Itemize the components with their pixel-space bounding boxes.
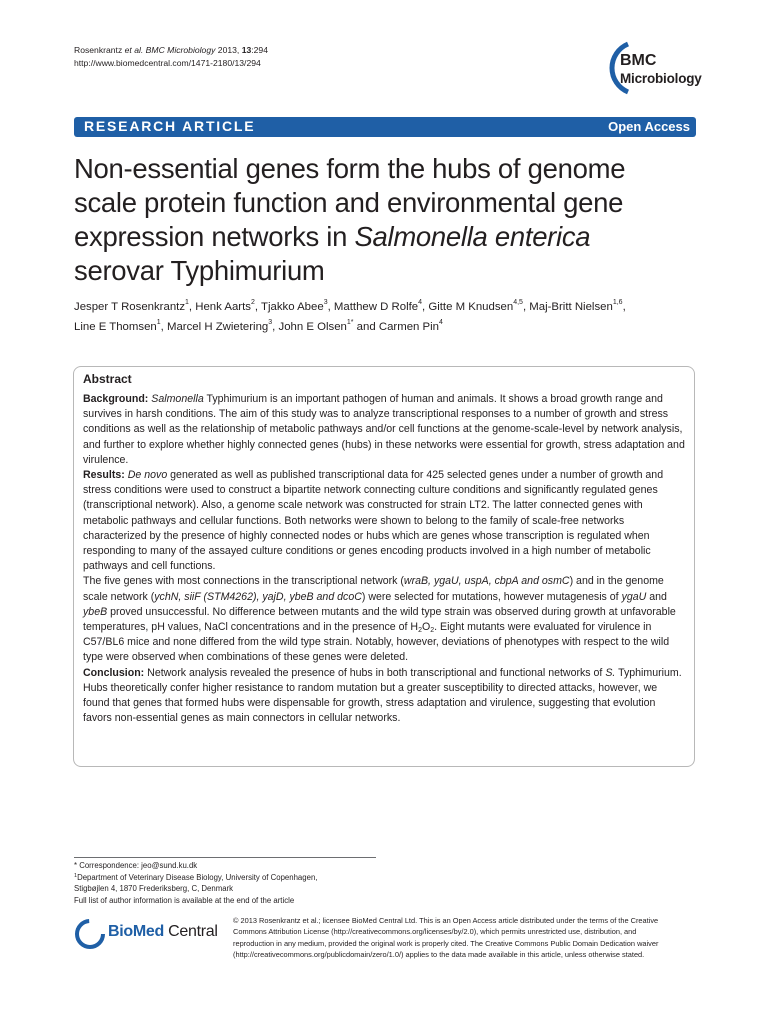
article-type-banner	[74, 117, 696, 137]
abstract-background: Background: Salmonella Typhimurium is an important pathogen of human and animals. It shows a broad growth range and survives in harsh conditions. The aim of this study was to analyze transcriptional responses to a number of growth and stress conditions as well as the relationship of metabolic pathways and/or cell functions at the genome-scale-level by network analysis, and further to explore whether highly connected genes (hubs) in these networks were essential for growth, stress adaptation and virulence.	[83, 393, 685, 466]
affiliation: $^1$Department of Veterinary Disease Biology, University of Copenhagen,	[74, 872, 318, 882]
citation-line: Rosenkrantz et al. BMC Microbiology 2013, 13:294	[74, 45, 268, 55]
logo-line2: Microbiology	[620, 71, 702, 86]
abstract-heading: Abstract	[83, 372, 132, 386]
address: Stigbøjlen 4, 1870 Frederiksberg, C, Denmark	[74, 884, 234, 894]
biomed-central-logo: BioMed Central	[74, 914, 234, 954]
biomed-central-circle-icon	[74, 918, 106, 950]
bmc-microbiology-logo	[598, 38, 708, 98]
article-title: Non-essential genes form the hubs of genome scale protein function and environmental gene expression networks in Salmonella enterica serovar Typhimurium	[74, 153, 626, 286]
abstract-conclusion: Conclusion: Network analysis revealed the presence of hubs in both transcriptional and functional networks of S. Typhimurium. Hubs theoretically confer higher resistance to random mutation but a greater susceptibility to directed attacks, however, we found that genes that formed hubs were dispensable for growth, stress adaptation and virulence, suggesting that evolution favors non-essential genes as main connectors in cellular networks.	[83, 666, 682, 725]
author-list: Jesper T Rosenkrantz$^1$, Henk Aarts$^2$, Tjakko Abee$^3$, Matthew D Rolfe$^4$, Gitte M Knudsen$^{4,5}$, Maj-Britt Nielsen$^{1,6}$, Line E Thomsen$^1$, Marcel H Zwietering$^3$, John E Olsen$^{1*}$ and Carmen Pin$^4$	[74, 299, 626, 333]
article-type: RESEARCH ARTICLE	[84, 118, 256, 134]
footnote-divider	[74, 857, 376, 858]
abstract-body	[83, 392, 686, 726]
abstract-results-mutants: The five genes with most connections in the transcriptional network (wraB, ygaU, uspA, cbpA and osmC) and in the genome scale network (ychN, siiF (STM4262), yajD, ybeB and dcoC) were selected for mutations, however mutagenesis of ygaU and ybeB proved unsuccessful. No difference between mutants and the wild type strain was observed during growth at unfavorable temperatures, pH values, NaCl concentrations and in the presence of $H_2O_2$. Eight mutants were evaluated for virulence in C57/BL6 mice and none differed from the wild type strain. Notably, however, deviations of phenotypes with respect to the wild type were observed when combinations of these genes were deleted.	[83, 575, 676, 664]
running-header	[74, 44, 268, 69]
abstract-results: Results: De novo generated as well as published transcriptional data for 425 selected genes under a number of growth and stress conditions were used to construct a bipartite network connecting culture conditions and significantly regulated genes (transcriptional network). Also, a genome scale network was constructed for strain LT2. The latter connected genes with metabolic pathways and cellular functions. Both networks were shown to belong to the family of scale-free networks characterized by the presence of highly connected nodes or hubs which are genes whose transcription is regulated when responding to many of the assayed culture conditions or genes encoding products involved in a high number of metabolic pathways and cell functions.	[83, 469, 664, 573]
logo-line1: BMC	[620, 52, 657, 69]
license-text: © 2013 Rosenkrantz et al.; licensee BioMed Central Ltd. This is an Open Access article distributed under the terms of the Creative Commons Attribution License (http://creativecommons.org/licenses/by/2.0), which permits unrestricted use, distribution, and reproduction in any medium, provided the original work is properly cited. The Creative Commons Public Domain Dedication waiver (http://creativecommons.org/publicdomain/zero/1.0/) applies to the data made available in this article, unless otherwise stated.	[233, 916, 659, 960]
open-access-badge: Open Access	[608, 119, 690, 134]
correspondence: * Correspondence: jeo@sund.ku.dk	[74, 861, 198, 870]
author-info-note: Full list of author information is available at the end of the article	[74, 895, 295, 905]
footnotes	[74, 860, 394, 906]
abstract-box	[73, 366, 695, 767]
article-url[interactable]: http://www.biomedcentral.com/1471-2180/13/294	[74, 57, 261, 68]
